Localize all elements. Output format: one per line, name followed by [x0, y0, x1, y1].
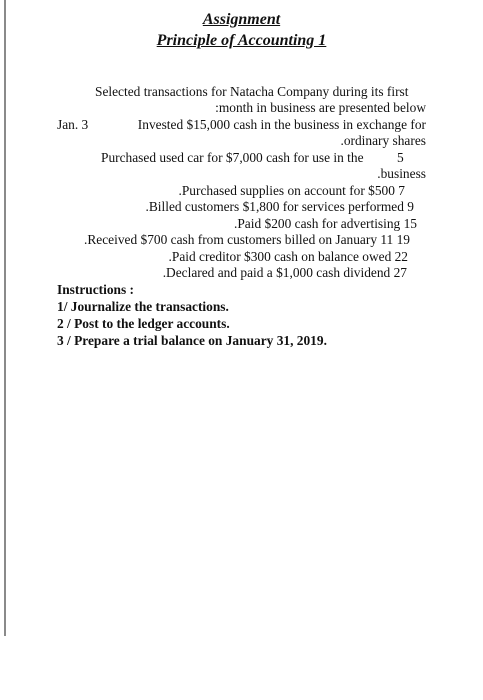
- transaction-4: .Billed customers $1,800 for services performed 9: [145, 199, 414, 214]
- course-title: Principle of Accounting 1: [156, 32, 327, 49]
- instruction-item-2: 2 / Post to the ledger accounts.: [57, 316, 230, 331]
- transaction-1-line-2: .ordinary shares: [340, 133, 426, 148]
- intro-line-1: Selected transactions for Natacha Company during its first: [95, 84, 409, 99]
- intro-line-2: :month in business are presented below: [215, 100, 426, 115]
- transaction-1-date: Jan. 3: [57, 117, 89, 132]
- transaction-2-line-2: .business: [377, 166, 426, 181]
- instruction-item-1: 1/ Journalize the transactions.: [57, 299, 229, 314]
- transaction-5: .Paid $200 cash for advertising 15: [234, 216, 417, 231]
- transaction-2-day: 5: [397, 150, 404, 165]
- transaction-2-line-1: Purchased used car for $7,000 cash for use in the: [101, 150, 364, 165]
- transaction-7: .Paid creditor $300 cash on balance owed 22: [168, 249, 408, 264]
- instructions-heading: Instructions :: [57, 282, 135, 297]
- transaction-1-line-1: Invested $15,000 cash in the business in exchange for: [137, 117, 426, 132]
- left-margin-rule: [4, 0, 6, 636]
- transaction-8: .Declared and paid a $1,000 cash dividend 27: [162, 265, 407, 280]
- transaction-3: .Purchased supplies on account for $500 7: [178, 183, 405, 198]
- instruction-item-3: 3 / Prepare a trial balance on January 31, 2019.: [57, 333, 327, 348]
- assignment-title: Assignment: [202, 11, 281, 28]
- transaction-6: .Received $700 cash from customers billed on January 11 19: [83, 232, 410, 247]
